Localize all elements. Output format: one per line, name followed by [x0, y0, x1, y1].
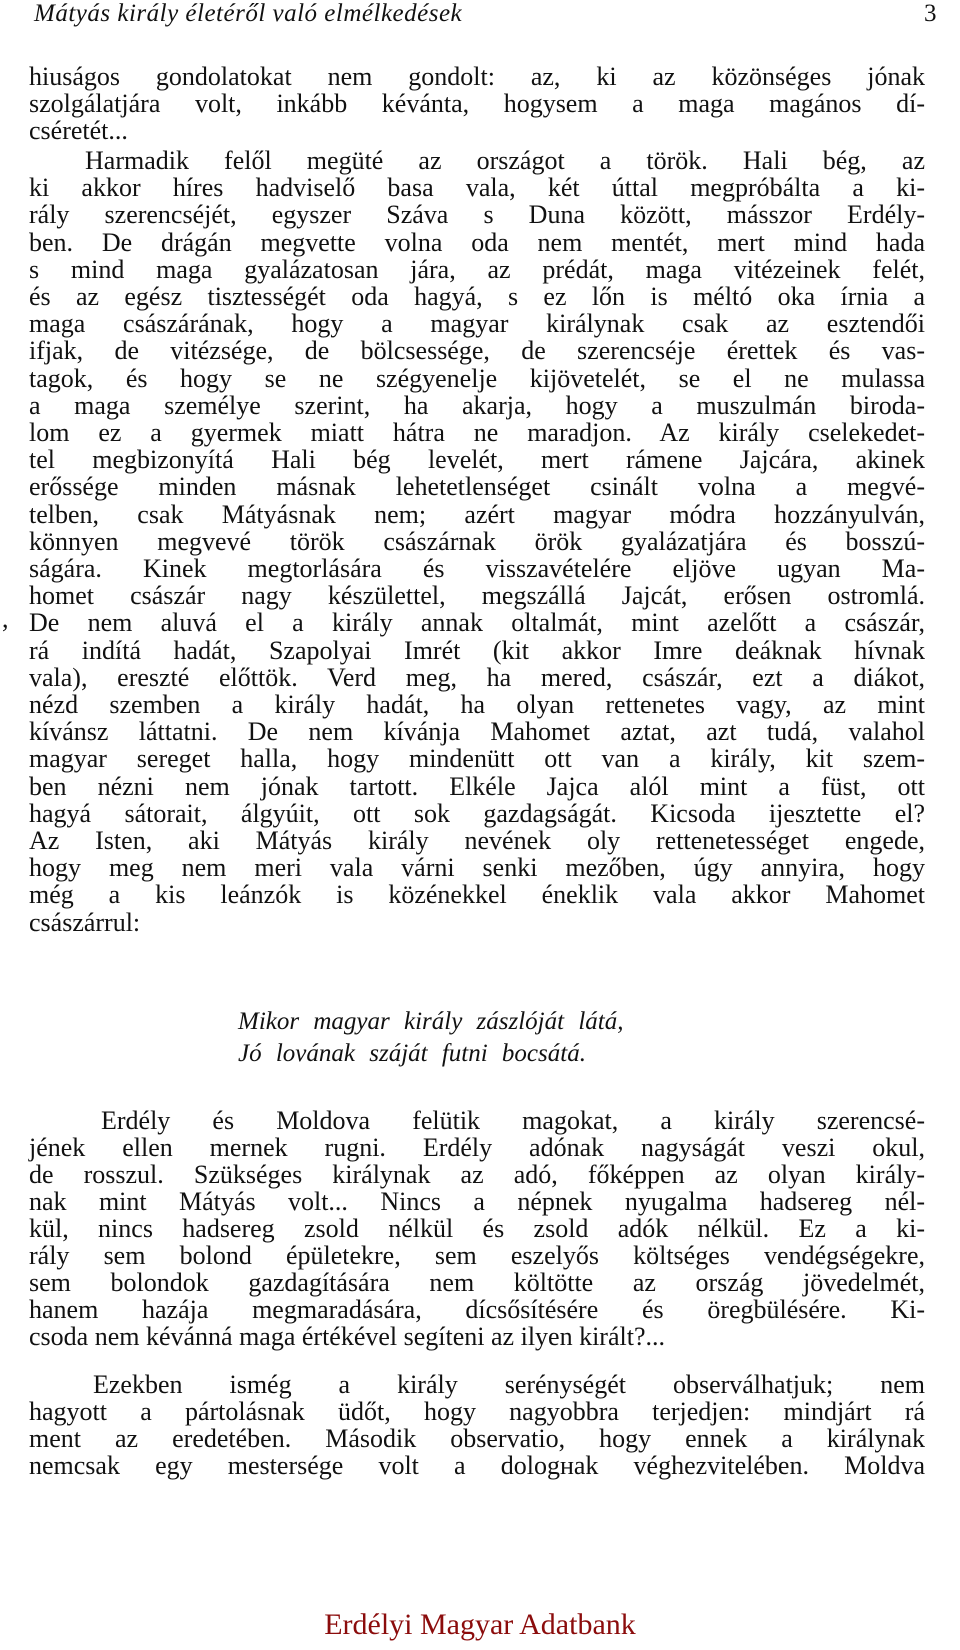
text-line: a maga személye szerint, ha akarja, hogy a muszulmán biroda-	[29, 391, 925, 420]
text-line: szolgálatjára volt, inkább kévánta, hogysem a maga magános dí-	[29, 89, 925, 118]
text-line: lom ez a gyermek miatt hátra ne maradjon. Az király cselekedet-	[29, 418, 925, 447]
text-line: rá indítá hadát, Szapolyai Imrét (kit akkor Imre deáknak hívnak	[29, 636, 925, 665]
text-line: ben. De drágán megvette volna oda nem mentét, mert mind hada	[29, 228, 925, 257]
stray-mark: ,	[2, 604, 9, 633]
text-line: magyar sereget halla, hogy mindenütt ott van a király, kit szem-	[29, 744, 925, 773]
text-line: Az Isten, aki Mátyás király nevének oly rettenetességet engede,	[29, 826, 925, 855]
text-line: hagyá sátorait, álgyúit, ott sok gazdagságát. Kicsoda ijesztette el?	[29, 799, 925, 828]
text-line: hanem hazája megmaradására, dícsősítésére és öregbülésére. Ki-	[29, 1295, 925, 1324]
text-line: rály szerencséjét, egyszer Száva s Duna között, másszor Erdély-	[29, 200, 925, 229]
footer-publisher: Erdélyi Magyar Adatbank	[324, 1608, 636, 1641]
text-line: és az egész tisztességét oda hagyá, s ez lőn is méltó oka írnia a	[29, 282, 925, 311]
text-line: kívánsz láttatni. De nem kívánja Mahomet aztat, azt tudá, valahol	[29, 717, 925, 746]
text-line: cséretét...	[29, 116, 128, 145]
text-line: hiuságos gondolatokat nem gondolt: az, ki az közönséges jónak	[29, 62, 925, 91]
text-line: csoda nem kévánná maga értékével segíteni az ilyen királt?...	[29, 1322, 665, 1351]
text-line: nak mint Mátyás volt... Nincs a népnek nyugalma hadsereg nél-	[29, 1187, 925, 1216]
text-line: nemcsak egy mestersége volt a dologнak véghezvitelében. Moldva	[29, 1451, 925, 1480]
text-line: tel megbizonyítá Hali bég levelét, mert rámene Jajcára, akinek	[29, 445, 925, 474]
text-line: ki akkor híres hadviselő basa vala, két úttal megpróbálta a ki-	[29, 173, 925, 202]
text-line: maga császárának, hogy a magyar királynak csak az esztendői	[29, 309, 925, 338]
running-header-title: Mátyás király életéről való elmélkedések	[34, 0, 463, 27]
text-line: vala), ereszté előttök. Verd meg, ha mered, császár, ezt a diákot,	[29, 663, 925, 692]
text-line: kül, nincs hadsereg zsold nélkül és zsold adók nélkül. Ez a ki-	[29, 1214, 925, 1243]
text-line: még a kis leánzók is közénekkel éneklik vala akkor Mahomet	[29, 880, 925, 909]
text-line: jének ellen mernek rugni. Erdély adónak nagyságát veszi okul,	[29, 1133, 925, 1162]
text-line: tagok, és hogy se ne szégyenelje kijövetelét, se el ne mulassa	[29, 364, 925, 393]
text-line: rály sem bolond épületekre, sem eszelyős költséges vendégségekre,	[29, 1241, 925, 1270]
verse-line-2: Jó lovának száját futni bocsátá.	[238, 1040, 586, 1067]
text-line: homet császár nagy készülettel, megszállá Jajcát, erősen ostromlá.	[29, 581, 925, 610]
text-line: erőssége minden másnak lehetetlenséget csinált volna a megvé-	[29, 472, 925, 501]
text-line: ifjak, de vitézsége, de bölcsessége, de szerencséje érettek és vas-	[29, 336, 925, 365]
text-line: Erdély és Moldova felütik magokat, a király szerencsé-	[101, 1106, 925, 1135]
text-line: ságára. Kinek megtorlására és visszavételére eljöve ugyan Ma-	[29, 554, 925, 583]
text-line: telben, csak Mátyásnak nem; azért magyar módra hozzányulván,	[29, 500, 925, 529]
text-line: hagyott a pártolásnak üdőt, hogy nagyobbra terjedjen: mindjárt rá	[29, 1397, 925, 1426]
verse-line-1: Mikor magyar király zászlóját látá,	[238, 1008, 624, 1035]
page-number: 3	[924, 0, 937, 27]
text-line: könnyen megvevé török császárnak örök gyalázatjára és bosszú-	[29, 527, 925, 556]
text-line: ben nézni nem jónak tartott. Elkéle Jajca alól mint a füst, ott	[29, 772, 925, 801]
text-line: nézd szemben a király hadát, ha olyan rettenetes vagy, az mint	[29, 690, 925, 719]
text-line: Ezekben ismég a király serénységét observálhatjuk; nem	[93, 1370, 925, 1399]
text-line: hogy meg nem meri vala várni senki mezőben, úgy annyira, hogy	[29, 853, 925, 882]
text-line: ment az eredetében. Második observatio, hogy ennek a királynak	[29, 1424, 925, 1453]
text-line: De nem aluvá el a király annak oltalmát, mint azelőtt a császár,	[29, 608, 925, 637]
text-line: s mind maga gyalázatosan jára, az prédát, maga vitézeinek felét,	[29, 255, 925, 284]
text-line: sem bolondok gazdagítására nem költötte az ország jövedelmét,	[29, 1268, 925, 1297]
text-line: Harmadik felől megüté az országot a török. Hali bég, az	[85, 146, 925, 175]
text-line: de rosszul. Szükséges királynak az adó, főképpen az olyan király-	[29, 1160, 925, 1189]
text-line: császárrul:	[29, 908, 141, 937]
